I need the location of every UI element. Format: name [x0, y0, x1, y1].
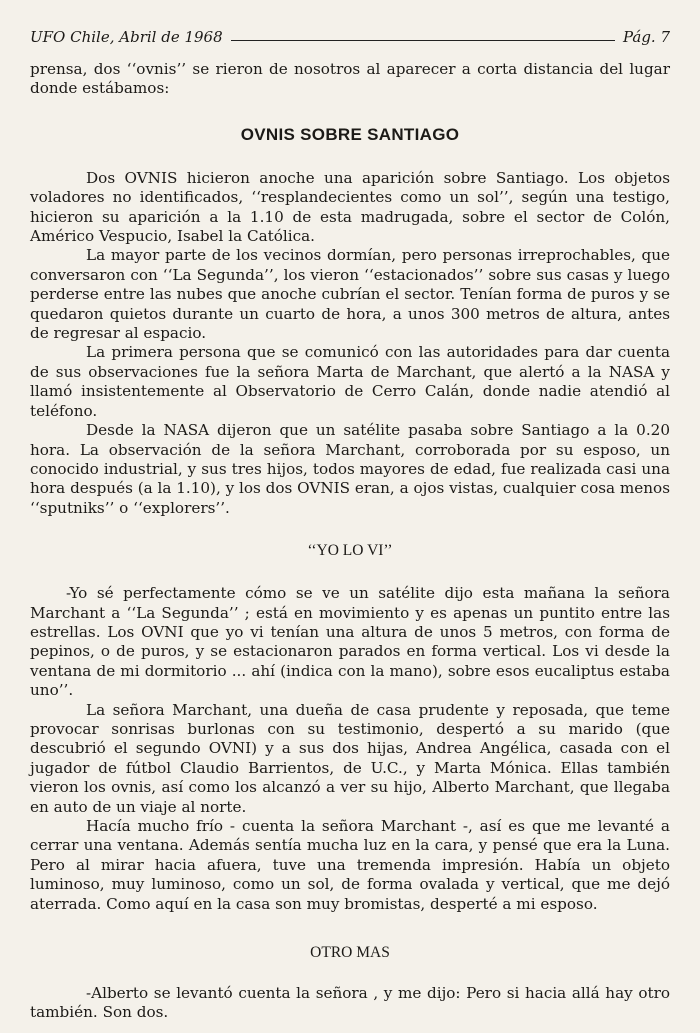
- section-heading-otro-mas: OTRO MAS: [310, 944, 390, 962]
- paragraph: -Alberto se levantó cuenta la señora , y me dijo: Pero si hacia allá hay otro también. Son dos.: [30, 984, 670, 1022]
- page-number: Pág. 7: [622, 28, 670, 46]
- intro-paragraph: prensa, dos ‘‘ovnis’’ se rieron de nosotros al aparecer a corta distancia del lugar donde estábamos:: [30, 60, 670, 98]
- paragraph: -Yo sé perfectamente cómo se ve un satélite dijo esta mañana la señora Marchant a ‘‘La Segunda’’ ; está en movimiento y es apenas un puntito entre las estrellas. Los OVNI que yo vi tenían una altura de unos 5 metros, con forma de pepinos, o de puros, y se estacionaron parados en forma vertical. Los vi desde la ventana de mi dormitorio ... ahí (indica con la mano), sobre esos eucaliptus estaba uno’’.: [30, 584, 670, 700]
- section-heading-ovnis-sobre-santiago: OVNIS SOBRE SANTIAGO: [240, 124, 460, 144]
- paragraph: La primera persona que se comunicó con las autoridades para dar cuenta de sus observaciones fue la señora Marta de Marchant, que alertó a la NASA y llamó insistentemente al Observatorio de Cerro Calán, donde nadie atendió al teléfono.: [30, 343, 670, 420]
- paragraph: Hacía mucho frío - cuenta la señora Marchant -, así es que me levanté a cerrar una ventana. Además sentía mucha luz en la cara, y pensé que era la Luna. Pero al mirar hacia afuera, tuve una tremenda impresión. Había un objeto luminoso, muy luminoso, como un sol, de forma ovalada y vertical, que me dejó aterrada. Como aquí en la casa son muy bromistas, desperté a mi esposo.: [30, 817, 670, 913]
- section-heading-yo-lo-vi: ‘‘YO LO VI’’: [307, 542, 393, 560]
- paragraph: La señora Marchant, una dueña de casa prudente y reposada, que teme provocar sonrisas burlonas con su testimonio, despertó a su marido (que descubrió el segundo OVNI) y a sus dos hijas, Andrea Angélica, casada con el jugador de fútbol Claudio Barrientos, de U.C., y Marta Mónica. Ellas también vieron los ovnis, así como los alcanzó a ver su hijo, Alberto Marchant, que llegaba en auto de un viaje al norte.: [30, 700, 670, 816]
- paragraph: Dos OVNIS hicieron anoche una aparición sobre Santiago. Los objetos voladores no identificados, ‘‘resplandecientes como un sol’’, según una testigo, hicieron su aparición a la 1.10 de esta madrugada, sobre el sector de Colón, Américo Vespucio, Isabel la Católica.: [30, 168, 670, 246]
- paragraph: Desde la NASA dijeron que un satélite pasaba sobre Santiago a la 0.20 hora. La observación de la señora Marchant, corroborada por su esposo, un conocido industrial, y sus tres hijos, todos mayores de edad, fue realizada casi una hora después (a la 1.10), y los dos OVNIS eran, a ojos vistas, cualquier cosa menos ‘‘sputniks’’ o ‘‘explorers’’.: [30, 421, 670, 517]
- header-rule: [231, 40, 615, 41]
- paragraph: La mayor parte de los vecinos dormían, pero personas irreprochables, que conversaron con ‘‘La Segunda’’, los vieron ‘‘estacionados’’ sobre sus casas y luego perderse entre las nubes que anoche cubrían el sector. Tenían forma de puros y se quedaron quietos durante un cuarto de hora, a unos 300 metros de altura, antes de regresar al espacio.: [30, 246, 670, 343]
- publication-title: UFO Chile, Abril de 1968: [30, 28, 223, 46]
- running-header: [30, 24, 670, 46]
